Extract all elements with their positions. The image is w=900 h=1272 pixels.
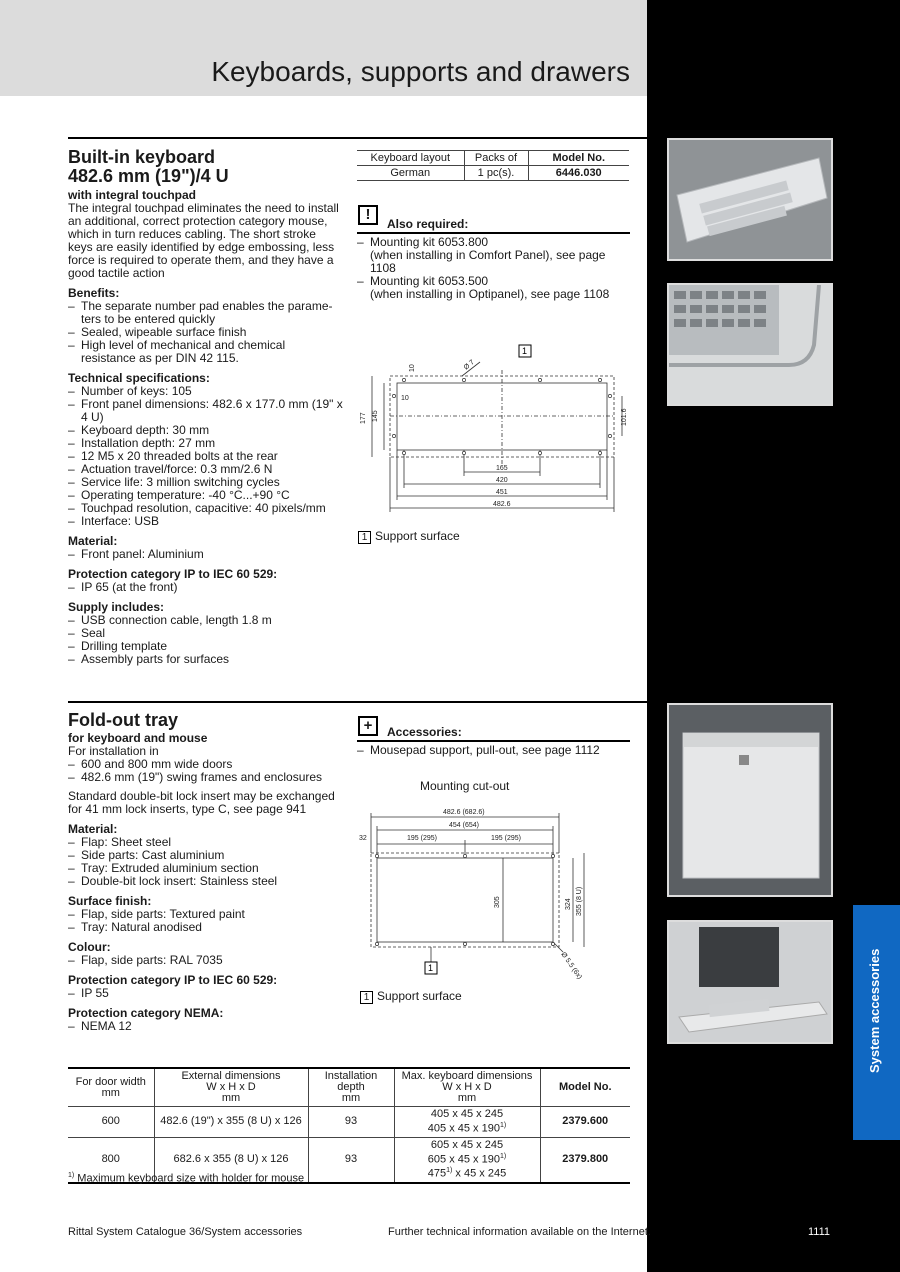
table-row (68, 1107, 630, 1138)
header-line: Installation depth (324, 1070, 378, 1093)
list-item: – Assembly parts for surfaces (68, 653, 343, 666)
outline-dashed (371, 853, 559, 947)
legend-marker: 1 (360, 991, 373, 1004)
table-cell: 482.6 (19") x 355 (8 U) x 126 (154, 1107, 308, 1138)
list-item-line: Mounting kit 6053.800 (370, 235, 489, 249)
list-item: – Flap, side parts: Textured paint (68, 908, 343, 921)
list-item: – Tray: Extruded aluminium section (68, 862, 343, 875)
tray-lock-text: Standard double-bit lock insert may be exchanged for 41 mm lock inserts, type C, see page 941 (68, 789, 335, 816)
attention-icon: ! (358, 205, 378, 225)
dim-label: 10 (409, 364, 416, 372)
protection-list (68, 581, 343, 594)
dim-label: 195 (295) (491, 835, 521, 842)
table-cell: 800 (68, 1137, 154, 1183)
table-header-row (68, 1068, 630, 1107)
list-item: – The separate number pad enables the parame-ters to be entered quickly (68, 300, 343, 326)
list-item: – Flap: Sheet steel (68, 836, 343, 849)
tray-material-list (68, 836, 343, 888)
table-header (308, 1068, 394, 1107)
cell-line: 605 x 45 x 190 (427, 1153, 500, 1166)
dim-label: 324 (565, 898, 572, 910)
dim-label: 420 (496, 477, 508, 484)
table-cell: 2379.600 (540, 1107, 630, 1138)
page-number: 1111 (808, 1226, 831, 1238)
table-cell: 93 (308, 1137, 394, 1183)
cutout-title: Mounting cut-out (420, 779, 510, 793)
list-item: – Service life: 3 million switching cycles (68, 476, 343, 489)
dim-label: 482.6 (493, 501, 511, 508)
list-item: – 482.6 mm (19") swing frames and enclosures (68, 771, 343, 784)
keyboard-photo (667, 138, 833, 261)
cell-line: 475 (427, 1167, 447, 1180)
footnote-mark: 1) (68, 1172, 75, 1179)
keyboard-intro: The integral touchpad eliminates the need to install an additional, correct protection category mouse, which in turn reduces cabling. The short stroke keys are easily identified by edge embossing, less force is required to operate them, and they have a good tactile action (68, 201, 339, 280)
keyboard-model-table (357, 150, 629, 181)
table-header (394, 1068, 540, 1107)
section-tab[interactable] (853, 905, 900, 1140)
footnote-ref: 1) (499, 1122, 507, 1129)
dim-label: 10 (401, 395, 409, 402)
table-cell (394, 1107, 540, 1138)
list-item: – IP 55 (68, 987, 343, 1000)
tray-title: Fold-out tray (68, 710, 178, 730)
keyboard-closeup-photo (667, 283, 833, 406)
list-item: – Mousepad support, pull-out, see page 1112 (357, 744, 632, 757)
fold-out-tray-closed-photo (667, 703, 833, 897)
cell-line: 405 x 45 x 245 (430, 1108, 504, 1120)
table-cell: 682.6 x 355 (8 U) x 126 (154, 1137, 308, 1183)
list-item: – Keyboard depth: 30 mm (68, 424, 343, 437)
table-cell: 600 (68, 1107, 154, 1138)
dim-label: Ø 5.5 (6x) (559, 951, 583, 981)
tech-list (68, 385, 343, 528)
supply-heading: Supply includes: (68, 600, 165, 614)
table-header: Model No. (528, 151, 629, 166)
keyboard-support-legend (358, 529, 460, 544)
legend-marker: 1 (358, 531, 371, 544)
material-list (68, 548, 343, 561)
also-required-rule (357, 232, 630, 234)
list-item: – Flap, side parts: RAL 7035 (68, 954, 343, 967)
list-item: – 12 M5 x 20 threaded bolts at the rear (68, 450, 343, 463)
table-header: Packs of (464, 151, 528, 166)
tray-nema-heading: Protection category NEMA: (68, 1006, 224, 1020)
drawing-marker: 1 (428, 963, 434, 973)
list-item-line: Mounting kit 6053.500 (370, 274, 489, 288)
list-item: – Side parts: Cast aluminium (68, 849, 343, 862)
tray-finish-list (68, 908, 343, 934)
supply-list (68, 614, 343, 666)
protection-heading: Protection category IP to IEC 60 529: (68, 567, 278, 581)
dim-label: 482.6 (682.6) (443, 809, 485, 816)
legend-text: Support surface (377, 989, 462, 1003)
list-item: – Front panel: Aluminium (68, 548, 343, 561)
dim-label: 355 (8 U) (576, 886, 583, 916)
list-item: – 600 and 800 mm wide doors (68, 758, 343, 771)
keyboard-subtitle: with integral touchpad (68, 188, 196, 202)
tray-install-list (68, 758, 343, 784)
material-heading: Material: (68, 534, 118, 548)
table-header (154, 1068, 308, 1107)
also-required-heading: Also required: (387, 217, 469, 231)
accessories-list (357, 744, 632, 757)
tray-nema-list (68, 1020, 343, 1033)
list-item: – Interface: USB (68, 515, 343, 528)
table-cell: 93 (308, 1107, 394, 1138)
table-row (357, 166, 629, 181)
keyboard-text-column (68, 148, 343, 666)
table-header: Keyboard layout (357, 151, 464, 166)
tray-text-column (68, 711, 343, 1033)
tray-spec-table (68, 1067, 630, 1184)
list-item: – High level of mechanical and chemical resistance as per DIN 42 115. (68, 339, 343, 365)
list-item: – Installation depth: 27 mm (68, 437, 343, 450)
benefits-heading: Benefits: (68, 286, 120, 300)
list-item: – Tray: Natural anodised (68, 921, 343, 934)
list-item: – Actuation travel/force: 0.3 mm/2.6 N (68, 463, 343, 476)
dim-label: 165 (496, 465, 508, 472)
dim-label: 101.6 (621, 408, 628, 426)
benefits-list (68, 300, 343, 365)
tray-finish-heading: Surface finish: (68, 894, 152, 908)
also-required-list (357, 236, 632, 301)
table-cell: 1 pc(s). (464, 166, 528, 181)
legend-text: Support surface (375, 529, 460, 543)
dim-label: 32 (359, 835, 367, 842)
list-item (357, 275, 632, 301)
footnote-text: Maximum keyboard size with holder for mouse (77, 1172, 305, 1185)
tray-ip-heading: Protection category IP to IEC 60 529: (68, 973, 278, 987)
header-line: External dimensions (181, 1070, 281, 1082)
tray-subtitle: for keyboard and mouse (68, 731, 208, 745)
list-item: – Sealed, wipeable surface finish (68, 326, 343, 339)
cell-line: x 45 x 245 (452, 1167, 507, 1180)
fold-out-tray-open-photo (667, 920, 833, 1044)
cell-line: 605 x 45 x 245 (430, 1138, 504, 1151)
table-cell: 2379.800 (540, 1137, 630, 1183)
dim-label: Ø 7 (462, 358, 476, 372)
dim-label: 451 (496, 489, 508, 496)
dim-label: 305 (494, 896, 501, 908)
dim-label: 145 (372, 410, 379, 422)
footnote-ref: 1) (446, 1167, 453, 1175)
section-rule-tray (68, 701, 647, 703)
header-line: W x H x D (206, 1081, 256, 1093)
page-title: Keyboards, supports and drawers (211, 56, 630, 87)
table-cell (394, 1137, 540, 1183)
accessories-heading: Accessories: (387, 725, 462, 739)
footer-left: Rittal System Catalogue 36/System accessories (68, 1226, 303, 1238)
header-line: mm (101, 1086, 120, 1099)
header-line: W x H x D (442, 1081, 492, 1093)
section-tab-label: System accessories (867, 948, 882, 1073)
dim-label: 195 (295) (407, 835, 437, 842)
tray-support-legend (360, 989, 462, 1004)
table-header (68, 1068, 154, 1107)
dim-label: 177 (360, 412, 367, 424)
list-item: – Front panel dimensions: 482.6 x 177.0 mm (19" x 4 U) (68, 398, 343, 424)
list-item: – NEMA 12 (68, 1020, 343, 1033)
list-item-line: (when installing in Optipanel), see page 1108 (370, 287, 610, 301)
table-footnote (68, 1172, 304, 1185)
drawing-marker: 1 (522, 346, 528, 356)
keyboard-dimension-drawing (352, 340, 632, 515)
dim-label: 454 (654) (449, 822, 479, 829)
tech-heading: Technical specifications: (68, 371, 210, 385)
list-item: – Operating temperature: -40 °C...+90 °C (68, 489, 343, 502)
keyboard-title-line2: 482.6 mm (19")/4 U (68, 166, 229, 186)
list-item: – IP 65 (at the front) (68, 581, 343, 594)
list-item: – Drilling template (68, 640, 343, 653)
header-line: Max. keyboard dimensions (401, 1070, 533, 1082)
outline-cutout (377, 858, 553, 942)
tray-cutout-drawing (355, 800, 595, 985)
list-item (357, 236, 632, 275)
table-cell: 6446.030 (528, 166, 629, 181)
table-header-row (357, 151, 629, 166)
list-item-line: (when installing in Comfort Panel), see page 1108 (370, 248, 606, 275)
tray-ip-list (68, 987, 343, 1000)
footnote-ref: 1) (499, 1152, 507, 1160)
list-item: – Touchpad resolution, capacitive: 40 pixels/mm (68, 502, 343, 515)
section-rule-keyboard (68, 137, 647, 139)
cell-line: 405 x 45 x 190 (427, 1122, 500, 1135)
header-line: For door width (75, 1075, 146, 1088)
tray-colour-list (68, 954, 343, 967)
tray-material-heading: Material: (68, 822, 118, 836)
list-item: – USB connection cable, length 1.8 m (68, 614, 343, 627)
header-line: mm (457, 1092, 477, 1104)
header-line: mm (341, 1092, 361, 1104)
list-item: – Number of keys: 105 (68, 385, 343, 398)
tray-install-intro: For installation in (68, 744, 159, 758)
accessories-rule (357, 740, 630, 742)
plus-icon: + (358, 716, 378, 736)
footer-center: Further technical information available on the Internet. (388, 1226, 651, 1238)
keyboard-title-line1: Built-in keyboard (68, 147, 216, 167)
list-item: – Seal (68, 627, 343, 640)
header-line: mm (221, 1092, 241, 1104)
table-header: Model No. (540, 1068, 630, 1107)
list-item: – Double-bit lock insert: Stainless steel (68, 875, 343, 888)
tray-colour-heading: Colour: (68, 940, 111, 954)
table-cell: German (357, 166, 464, 181)
